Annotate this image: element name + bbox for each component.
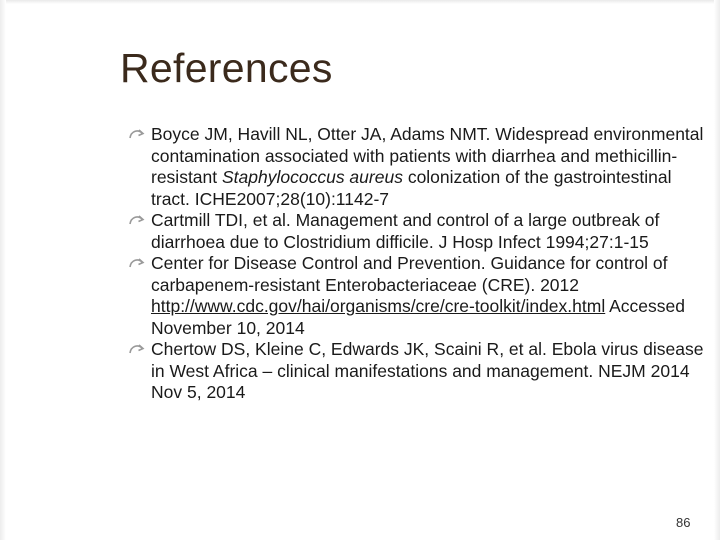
reference-list xyxy=(0,124,720,404)
reference-italic-text: Staphylococcus aureus xyxy=(222,167,403,187)
reference-item-chertow xyxy=(151,339,711,404)
reference-item-cdc xyxy=(151,253,711,339)
reference-item-boyce xyxy=(151,124,711,210)
reference-text: Cartmill TDI, et al. Management and control of a large outbreak of diarrhoea due to Clostridium difficile. J Hosp Infect 1994;27:1-15 xyxy=(151,210,660,252)
curled-arrow-bullet-icon xyxy=(128,255,146,271)
curled-arrow-bullet-icon xyxy=(128,126,146,142)
reference-text: colonization of the gastrointestinal tract. ICHE2007;28(10):1142-7 xyxy=(151,167,672,209)
slide-top-shadow xyxy=(0,0,720,4)
cdc-cre-toolkit-link[interactable]: http://www.cdc.gov/hai/organisms/cre/cre-toolkit/index.html xyxy=(151,296,606,316)
reference-text: Accessed November 10, 2014 xyxy=(151,296,685,338)
reference-text: Boyce JM, Havill NL, Otter JA, Adams NMT. Widespread environmental contamination associated with patients with diarrhea and methicillin-resistant xyxy=(151,124,704,187)
slide-title: References xyxy=(120,45,333,91)
reference-item-cartmill xyxy=(151,210,711,253)
page-number: 86 xyxy=(676,515,691,530)
curled-arrow-bullet-icon xyxy=(128,212,146,228)
reference-text: Chertow DS, Kleine C, Edwards JK, Scaini R, et al. Ebola virus disease in West Africa – clinical manifestations and management. NEJM 2014 Nov 5, 2014 xyxy=(151,339,704,402)
reference-text: Center for Disease Control and Prevention. Guidance for control of carbapenem-resistant Enterobacteriaceae (CRE). 2012 xyxy=(151,253,668,295)
curled-arrow-bullet-icon xyxy=(128,341,146,357)
